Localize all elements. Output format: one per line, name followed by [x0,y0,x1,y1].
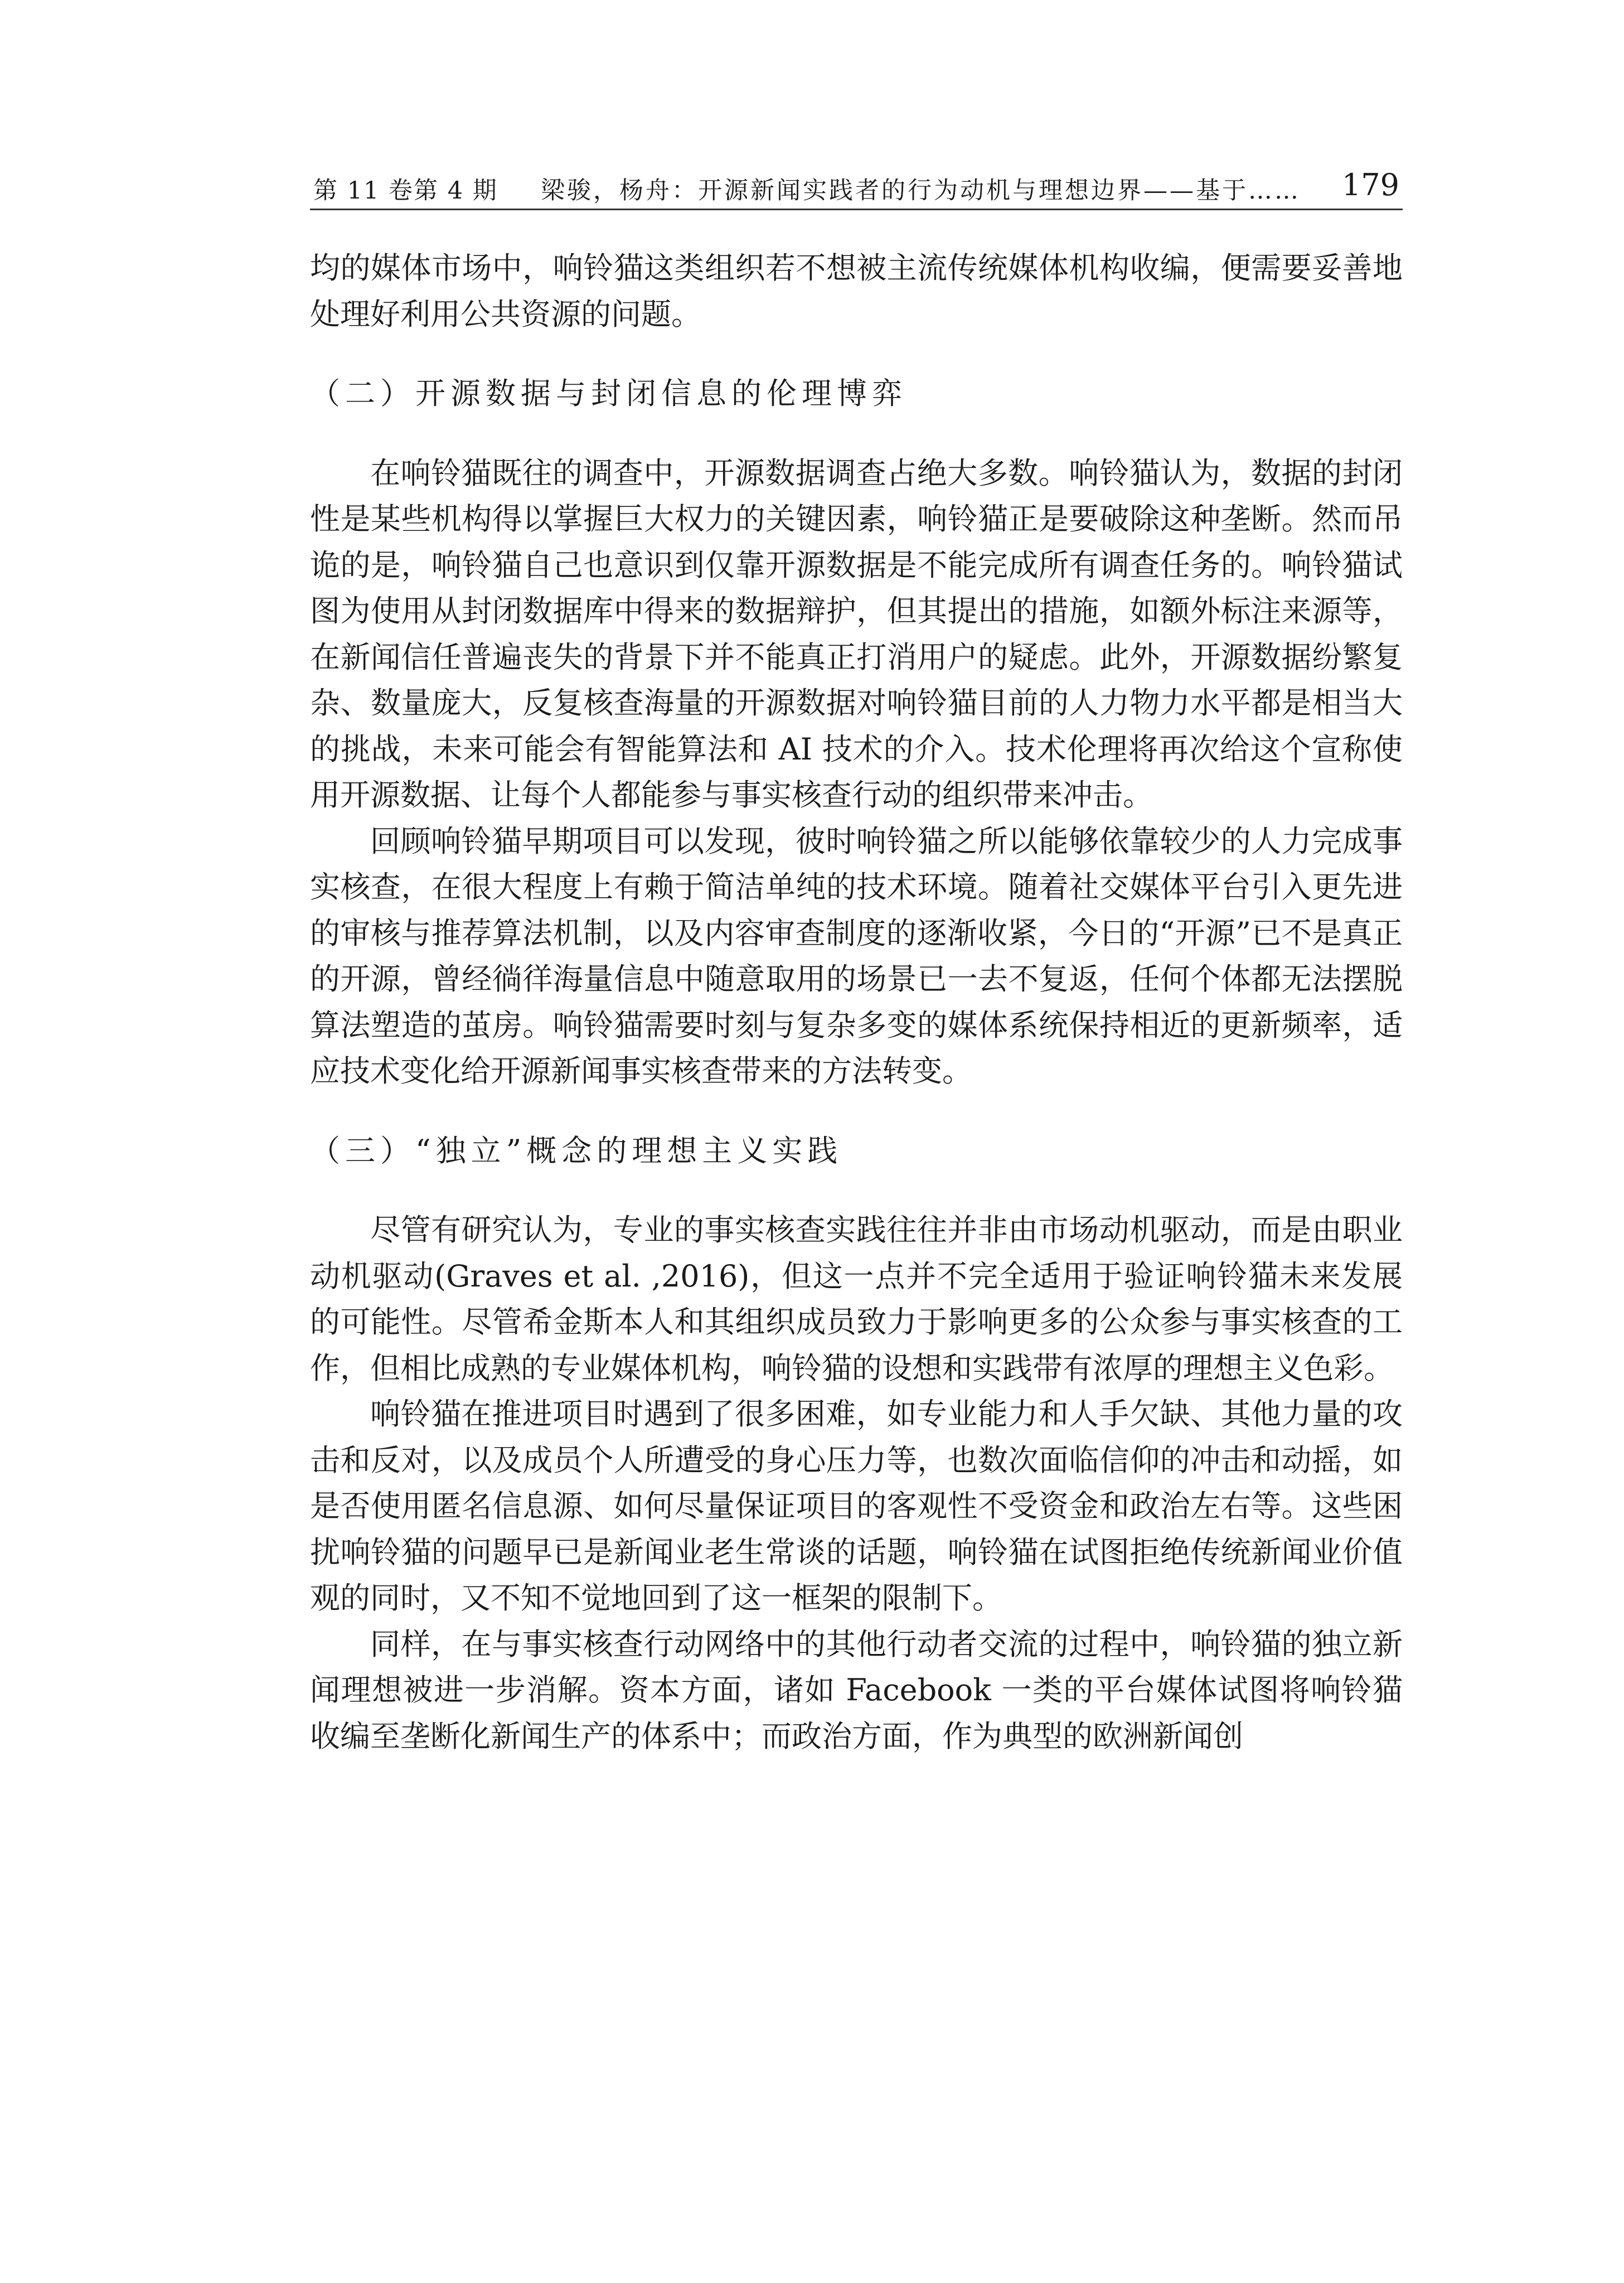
section-heading-3: （三）“独立”概念的理想主义实践 [310,1133,843,1168]
page-number: 179 [1341,167,1399,202]
paragraph: 回顾响铃猫早期项目可以发现，彼时响铃猫之所以能够依靠较少的人力完成事实核查，在很大程度上有赖于简洁单纯的技术环境。随着社交媒体平台引入更先进的审核与推荐算法机制，以及内容审查制度的逐渐收紧，今日的“开源”已不是真正的开源，曾经徜徉海量信息中随意取用的场景已一去不复返，任何个体都无法摆脱算法塑造的茧房。响铃猫需要时刻与复杂多变的媒体系统保持相近的更新频率，适应技术变化给开源新闻事实核查带来的方法转变。 [310,823,1403,1089]
running-title: 梁骏，杨舟：开源新闻实践者的行为动机与理想边界——基于…… [541,177,1301,205]
paragraph: 同样，在与事实核查行动网络中的其他行动者交流的过程中，响铃猫的独立新闻理想被进一步消解。资本方面，诸如 Facebook 一类的平台媒体试图将响铃猫收编至垄断化新闻生产的体系中；而政治方面，作为典型的欧洲新闻创 [310,1626,1403,1754]
paragraph-continued: 均的媒体市场中，响铃猫这类组织若不想被主流传统媒体机构收编，便需要妥善地处理好利用公共资源的问题。 [310,250,1403,332]
paragraph: 尽管有研究认为，专业的事实核查实践往往并非由市场动机驱动，而是由职业动机驱动(Graves et al. ,2016)，但这一点并不完全适用于验证响铃猫未来发展的可能性。尽管希金斯本人和其组织成员致力于影响更多的公众参与事实核查的工作，但相比成熟的专业媒体机构，响铃猫的设想和实践带有浓厚的理想主义色彩。 [310,1212,1403,1386]
paragraph: 响铃猫在推进项目时遇到了很多困难，如专业能力和人手欠缺、其他力量的攻击和反对，以及成员个人所遭受的身心压力等，也数次面临信仰的冲击和动摇，如是否使用匿名信息源、如何尽量保证项目的客观性不受资金和政治左右等。这些困扰响铃猫的问题早已是新闻业老生常谈的话题，响铃猫在试图拒绝传统新闻业价值观的同时，又不知不觉地回到了这一框架的限制下。 [310,1396,1403,1615]
journal-issue: 第 11 卷第 4 期 [313,177,498,205]
running-header [310,167,1403,210]
section-heading-2: （二）开源数据与封闭信息的伦理博弈 [310,376,907,411]
article-body [310,245,1403,1759]
paragraph: 在响铃猫既往的调查中，开源数据调查占绝大多数。响铃猫认为，数据的封闭性是某些机构得以掌握巨大权力的关键因素，响铃猫正是要破除这种垄断。然而吊诡的是，响铃猫自己也意识到仅靠开源数据是不能完成所有调查任务的。响铃猫试图为使用从封闭数据库中得来的数据辩护，但其提出的措施，如额外标注来源等，在新闻信任普遍丧失的背景下并不能真正打消用户的疑虑。此外，开源数据纷繁复杂、数量庞大，反复核查海量的开源数据对响铃猫目前的人力物力水平都是相当大的挑战，未来可能会有智能算法和 AI 技术的介入。技术伦理将再次给这个宣称使用开源数据、让每个人都能参与事实核查行动的组织带来冲击。 [310,455,1403,812]
